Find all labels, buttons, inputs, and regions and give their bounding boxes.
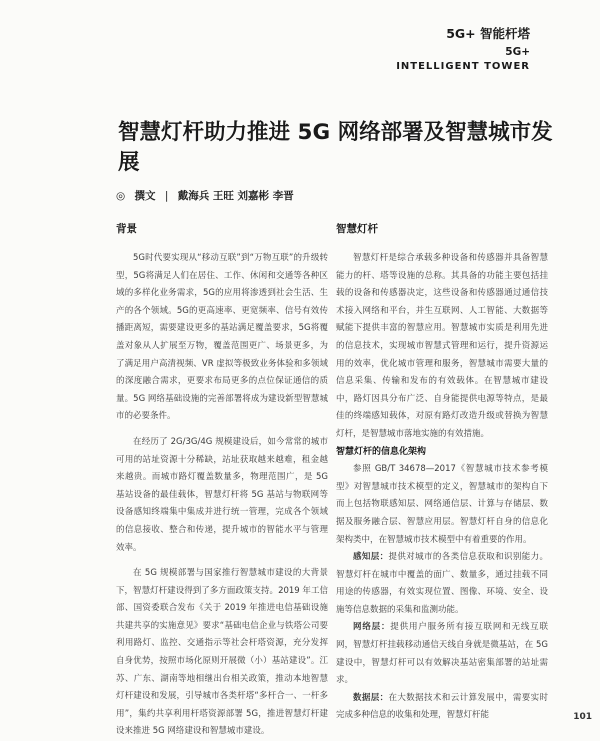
paragraph: 在 5G 规模部署与国家推行智慧城市建设的大背景下，智慧灯杆建设得到了多方面政策支持。2019 年工信部、国资委联合发布《关于 2019 年推进电信基础设施共建共享的实施意见》要求“基础电信企业与铁塔公司要利用路灯、监控、交通指示等社会杆塔资源，充分发挥自身优势，按照市场化原则开展微（小）基站建设”。江苏、广东、湖南等地相继出台相关政策，推动本地智慧灯杆建设和发展，引导城市各类杆塔“多杆合一、一杆多用”，集约共享利用杆塔资源部署 5G，推进智慧灯杆建设来推进 5G 网络建设和智慧城市建设。 [116, 568, 328, 737]
section-title-cn: 5G+ 智能杆塔 [446, 26, 530, 41]
byline-marker-icon: ◎ [116, 190, 126, 202]
section-title-prefix: 5G+ [505, 46, 530, 58]
left-column [116, 222, 328, 741]
section-heading-smart-pole: 智慧灯杆 [336, 223, 378, 235]
journal-section-header [396, 24, 530, 72]
section-heading-background: 背景 [116, 223, 137, 235]
paragraph: 智慧灯杆是综合承载多种设备和传感器并具备智慧能力的杆、塔等设施的总称。其具备的功能主要包括挂载的设备和传感器决定，这些设备和传感器通过通信技术接入网络和平台，并生互联网、人工智能、大数据等赋能下提供丰富的智慧应用。智慧城市实质是利用先进的信息技术，实现城市智慧式管理和运行，提升资源运用的效率，优化城市管理和服务，智慧城市需要大量的信息采集、传输和发布的有效载体。在智慧城市建设中，路灯因具分布广泛、自身能提供电源等特点，是最佳的终端感知载体，对原有路灯改造升级或替换为智慧灯杆，是智慧城市落地实施的有效措施。 [336, 253, 548, 439]
layer-name: 数据层： [353, 692, 389, 703]
paragraph: 5G时代要实现从“移动互联”到“万物互联”的升级转型，5G将满足人们在居住、工作、休闲和交通等各种区域的多样化业务需求，5G的应用将渗透到社会生活、生产的各个领域。5G的更高速率、更宽频率、信号有效传播距离短，需要建设更多的基站满足覆盖要求，5G将覆盖对象从人扩展至万物，覆盖范围更广、场景更多，为了满足用户高清视频、VR 虚拟等极致业务体验和多领域的深度融合需求，更要求布局更多的点位保证通信的质量。5G 网络基础设施的完善部署将成为建设新型智慧城市的必要条件。 [116, 253, 328, 422]
article-title: 智慧灯杆助力推进 5G 网络部署及智慧城市发展 [118, 120, 553, 175]
layer-text: 提供对城市的各类信息获取和识别能力。智慧灯杆在城市中覆盖的面广、数量多，通过挂载不同用途的传感器，有效实现位置、图像、环境、安全、设施等信息数据的采集和监测功能。 [336, 552, 548, 615]
byline-authors: 戴海兵 王旺 刘嘉彬 李晋 [177, 190, 294, 202]
layer-paragraph [336, 549, 548, 619]
section-title-en: INTELLIGENT TOWER [396, 61, 530, 72]
page-number: 101 [573, 712, 592, 722]
layer-paragraph [336, 619, 548, 689]
byline-label: 撰文 [134, 190, 156, 202]
layer-name: 感知层： [353, 552, 389, 563]
right-column [336, 222, 548, 725]
layer-text: 在大数据技术和云计算发展中，需要实时完成多种信息的收集和处理，智慧灯杆能 [336, 692, 548, 721]
layer-text: 提供用户服务所有接互联网和无线互联网，智慧灯杆挂载移动通信天线自身就是微基站，在 5G 建设中，智慧灯杆可以有效解决基站密集部署的站址需求。 [336, 622, 548, 686]
layer-name: 网络层： [353, 622, 391, 633]
paragraph: 在经历了 2G/3G/4G 规模建设后，如今常常的城市可用的站址资源十分稀缺，站址获取越来越难，租金越来越贵。而城市路灯覆盖数量多，物理范围广，是 5G 基站设备的最佳载体，智慧灯杆将 5G 基站与物联网等设备感知终端集中集成并进行统一管理，完成各个领域的信息接收、整合和传递，提升城市的智能水平与管理效率。 [116, 436, 328, 553]
byline [116, 188, 294, 203]
layer-paragraph [336, 690, 548, 725]
subheading-architecture: 智慧灯杆的信息化架构 [336, 446, 427, 457]
paragraph: 参照 GB/T 34678—2017《智慧城市技术参考模型》对智慧城市技术模型的定义，智慧城市的架构自下而上包括物联感知层、网络通信层、计算与存储层、数据及服务融合层、智慧应用层。智慧灯杆自身的信息化架构类中，在智慧城市技术模型中有着重要的作用。 [336, 464, 548, 545]
byline-separator: | [164, 190, 169, 202]
